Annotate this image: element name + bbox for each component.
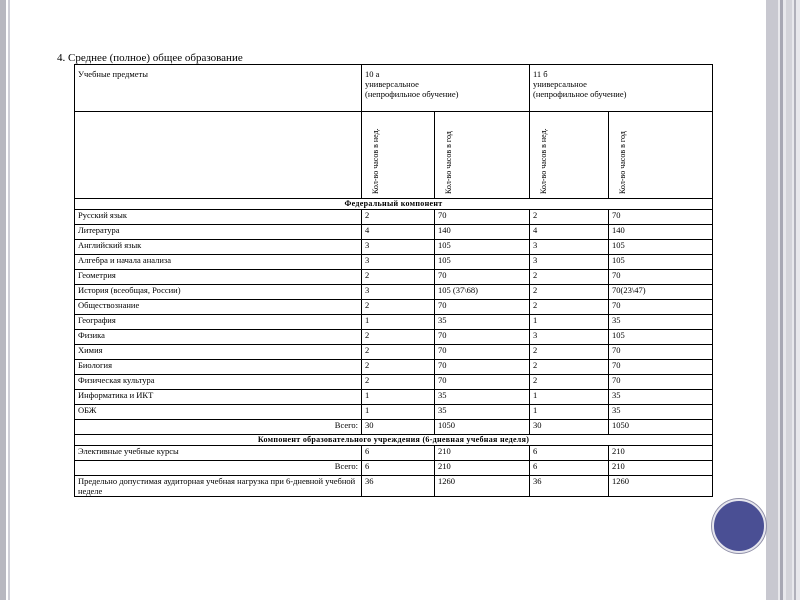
- row-value-c11y: 70: [609, 210, 713, 225]
- row-value-c11w: 1: [530, 405, 609, 420]
- decorative-circle: [712, 499, 766, 553]
- curriculum-table: [74, 64, 713, 497]
- row-value-c11y: 35: [609, 405, 713, 420]
- row-label: Геометрия: [75, 270, 362, 285]
- row-value-c11w: 30: [530, 420, 609, 435]
- row-label: Элективные учебные курсы: [75, 446, 362, 461]
- row-value-c10y: 35: [435, 405, 530, 420]
- row-value-c10y: 70: [435, 270, 530, 285]
- table-row: [75, 390, 713, 405]
- row-value-c11w: 4: [530, 225, 609, 240]
- row-value-c11w: 3: [530, 240, 609, 255]
- class-10-header: 10 а универсальное (непрофильное обучение): [362, 65, 530, 112]
- school-section-label: Компонент образовательного учреждения (6-дневная учебная неделя): [75, 435, 713, 446]
- row-label: Физическая культура: [75, 375, 362, 390]
- row-label: Химия: [75, 345, 362, 360]
- row-value-c10y: 105: [435, 255, 530, 270]
- table-row: [75, 285, 713, 300]
- row-value-c11y: 35: [609, 390, 713, 405]
- c10-hours-week-header: Кол-во часов в нед.: [362, 112, 435, 199]
- table-row: [75, 255, 713, 270]
- row-value-c10y: 210: [435, 446, 530, 461]
- row-value-c10y: 140: [435, 225, 530, 240]
- school-section-row: [75, 435, 713, 446]
- row-value-c11w: 2: [530, 210, 609, 225]
- row-label: География: [75, 315, 362, 330]
- row-value-c11w: 1: [530, 390, 609, 405]
- c11-hours-week-header: Кол-во часов в нед.: [530, 112, 609, 199]
- empty-header-cell: [75, 112, 362, 199]
- table-row: [75, 270, 713, 285]
- row-value-c11y: 1050: [609, 420, 713, 435]
- row-value-c11w: 2: [530, 285, 609, 300]
- row-value-c10y: 1050: [435, 420, 530, 435]
- table-header-row: [75, 65, 713, 112]
- class-11-header: 11 б универсальное (непрофильное обучение): [530, 65, 713, 112]
- row-value-c10y: 35: [435, 315, 530, 330]
- row-label: Информатика и ИКТ: [75, 390, 362, 405]
- school-total-row: [75, 461, 713, 476]
- row-value-c11y: 140: [609, 225, 713, 240]
- row-value-c11y: 70: [609, 345, 713, 360]
- row-value-c11y: 210: [609, 461, 713, 476]
- row-value-c10y: 210: [435, 461, 530, 476]
- row-value-c11w: 36: [530, 476, 609, 497]
- slide-border-right: [766, 0, 800, 600]
- table-row: [75, 405, 713, 420]
- section-heading: 4. Среднее (полное) общее образование: [57, 52, 243, 64]
- row-value-c11y: 210: [609, 446, 713, 461]
- row-value-c10w: 6: [362, 446, 435, 461]
- row-label: Английский язык: [75, 240, 362, 255]
- c10-hours-year-header: Кол-во часов в год: [435, 112, 530, 199]
- federal-section-label: Федеральный компонент: [75, 199, 713, 210]
- row-value-c10w: 3: [362, 255, 435, 270]
- table-row: [75, 360, 713, 375]
- row-value-c10w: 2: [362, 375, 435, 390]
- row-value-c11y: 70(23\47): [609, 285, 713, 300]
- row-label: Литература: [75, 225, 362, 240]
- row-value-c10y: 70: [435, 375, 530, 390]
- row-value-c11w: 2: [530, 375, 609, 390]
- row-value-c11w: 2: [530, 300, 609, 315]
- table-row: [75, 300, 713, 315]
- row-value-c11y: 70: [609, 270, 713, 285]
- row-value-c10w: 3: [362, 285, 435, 300]
- table-row: [75, 330, 713, 345]
- row-value-c11y: 70: [609, 360, 713, 375]
- table-row: [75, 345, 713, 360]
- slide-border-left: [0, 0, 6, 600]
- row-value-c10w: 1: [362, 315, 435, 330]
- row-label: Биология: [75, 360, 362, 375]
- row-value-c10y: 70: [435, 330, 530, 345]
- row-value-c11w: 3: [530, 330, 609, 345]
- table-row: [75, 446, 713, 461]
- row-value-c10w: 1: [362, 405, 435, 420]
- row-label: История (всеобщая, России): [75, 285, 362, 300]
- row-value-c11w: 2: [530, 345, 609, 360]
- row-value-c10w: 36: [362, 476, 435, 497]
- subjects-header: Учебные предметы: [75, 65, 362, 112]
- max-load-row: [75, 476, 713, 497]
- table-row: [75, 225, 713, 240]
- row-value-c10y: 70: [435, 345, 530, 360]
- row-value-c11y: 70: [609, 300, 713, 315]
- row-value-c11y: 105: [609, 330, 713, 345]
- row-value-c10y: 70: [435, 360, 530, 375]
- row-value-c11y: 35: [609, 315, 713, 330]
- row-value-c10w: 2: [362, 270, 435, 285]
- table-row: [75, 210, 713, 225]
- row-label: Обществознание: [75, 300, 362, 315]
- slide-border-left-inner: [8, 0, 10, 600]
- hours-header-row: [75, 112, 713, 199]
- row-value-c10w: 2: [362, 300, 435, 315]
- row-label: Алгебра и начала анализа: [75, 255, 362, 270]
- row-value-c10w: 6: [362, 461, 435, 476]
- table-row: [75, 240, 713, 255]
- row-value-c10w: 30: [362, 420, 435, 435]
- row-label: Предельно допустимая аудиторная учебная нагрузка при 6-дневной учебной неделе: [75, 476, 362, 497]
- table-row: [75, 375, 713, 390]
- row-value-c10w: 1: [362, 390, 435, 405]
- federal-total-row: [75, 420, 713, 435]
- table-row: [75, 315, 713, 330]
- row-label: Русский язык: [75, 210, 362, 225]
- row-value-c11y: 105: [609, 240, 713, 255]
- row-value-c10y: 70: [435, 300, 530, 315]
- row-label: Всего:: [75, 461, 362, 476]
- row-value-c11w: 1: [530, 315, 609, 330]
- federal-section-row: [75, 199, 713, 210]
- row-value-c10y: 105 (37\68): [435, 285, 530, 300]
- row-value-c11y: 70: [609, 375, 713, 390]
- row-value-c11w: 3: [530, 255, 609, 270]
- row-value-c10y: 70: [435, 210, 530, 225]
- row-value-c10w: 4: [362, 225, 435, 240]
- row-value-c10y: 35: [435, 390, 530, 405]
- row-value-c10w: 2: [362, 210, 435, 225]
- row-value-c11w: 2: [530, 270, 609, 285]
- row-value-c10w: 2: [362, 330, 435, 345]
- row-label: Всего:: [75, 420, 362, 435]
- row-value-c10y: 1260: [435, 476, 530, 497]
- row-value-c11y: 105: [609, 255, 713, 270]
- row-value-c11w: 6: [530, 446, 609, 461]
- row-label: Физика: [75, 330, 362, 345]
- row-value-c10w: 3: [362, 240, 435, 255]
- row-label: ОБЖ: [75, 405, 362, 420]
- row-value-c11w: 2: [530, 360, 609, 375]
- row-value-c10w: 2: [362, 360, 435, 375]
- row-value-c10y: 105: [435, 240, 530, 255]
- row-value-c10w: 2: [362, 345, 435, 360]
- row-value-c11y: 1260: [609, 476, 713, 497]
- c11-hours-year-header: Кол-во часов в год: [609, 112, 713, 199]
- row-value-c11w: 6: [530, 461, 609, 476]
